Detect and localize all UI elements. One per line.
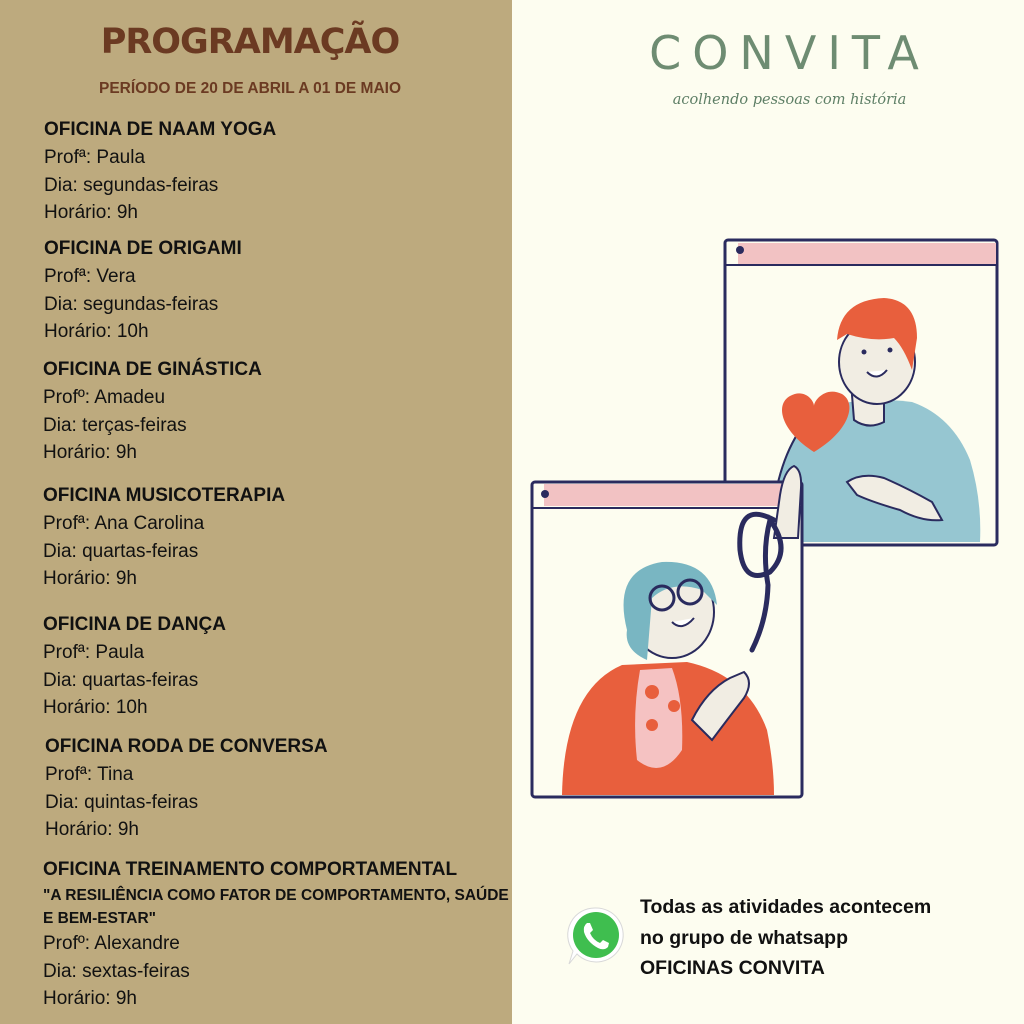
workshop-day: Dia: terças-feiras (43, 414, 187, 436)
note-line-2: no grupo de whatsapp (640, 926, 848, 949)
workshop-teacher: Profª: Paula (43, 642, 145, 663)
brand-tagline: acolhendo pessoas com história (672, 92, 907, 108)
whatsapp-icon (563, 902, 629, 968)
workshop-teacher: Profª: Paula (44, 147, 146, 168)
workshop-origami (44, 237, 514, 346)
workshop-time: Horário: 9h (45, 819, 139, 840)
workshop-name: OFICINA DE GINÁSTICA (43, 359, 262, 380)
workshop-day: Dia: quartas-feiras (43, 669, 199, 691)
note-line-1: Todas as atividades acontecem (640, 896, 932, 918)
workshop-time: Horário: 9h (44, 202, 138, 223)
workshop-teacher: Profª: Vera (44, 266, 136, 287)
workshop-day: Dia: segundas-feiras (44, 174, 219, 196)
workshop-teacher: Profº: Amadeu (43, 387, 166, 408)
workshop-name: OFICINA DE DANÇA (43, 614, 226, 635)
workshop-time: Horário: 10h (43, 697, 148, 718)
workshop-name: OFICINA DE NAAM YOGA (44, 119, 277, 140)
workshop-time: Horário: 9h (43, 442, 137, 463)
page-title: PROGRAMAÇÃO (100, 22, 400, 62)
brand-logo: CONVITA (649, 26, 930, 80)
workshop-day: Dia: sextas-feiras (43, 960, 190, 982)
note-line-3: OFICINAS CONVITA (640, 957, 825, 979)
workshop-name: OFICINA MUSICOTERAPIA (43, 485, 286, 506)
woman-window (532, 482, 802, 797)
workshop-name: OFICINA TREINAMENTO COMPORTAMENTAL (43, 859, 458, 880)
workshop-name: OFICINA RODA DE CONVERSA (45, 736, 328, 757)
workshop-time: Horário: 9h (43, 568, 137, 589)
workshop-roda-de-conversa (45, 735, 515, 844)
whatsapp-note (640, 892, 1020, 984)
workshop-naam-yoga (44, 118, 514, 227)
workshop-danca (43, 613, 513, 722)
video-call-illustration (512, 220, 1024, 810)
workshop-time: Horário: 9h (43, 988, 137, 1009)
workshop-teacher: Profª: Ana Carolina (43, 513, 205, 534)
workshop-treinamento-comportamental (43, 858, 513, 1013)
workshop-day: Dia: quintas-feiras (45, 791, 199, 813)
workshop-day: Dia: segundas-feiras (44, 293, 219, 315)
period-subtitle: PERÍODO DE 20 DE ABRIL A 01 DE MAIO (98, 80, 402, 97)
workshop-name: OFICINA DE ORIGAMI (44, 238, 242, 259)
workshop-teacher: Profº: Alexandre (43, 933, 180, 954)
workshop-day: Dia: quartas-feiras (43, 540, 199, 562)
workshop-subtitle: "A RESILIÊNCIA COMO FATOR DE COMPORTAMENTO, SAÚDE E BEM-ESTAR" (43, 887, 509, 927)
workshop-musicoterapia (43, 484, 513, 593)
workshop-ginastica (43, 358, 513, 467)
workshop-teacher: Profª: Tina (45, 764, 134, 785)
workshop-time: Horário: 10h (44, 321, 149, 342)
